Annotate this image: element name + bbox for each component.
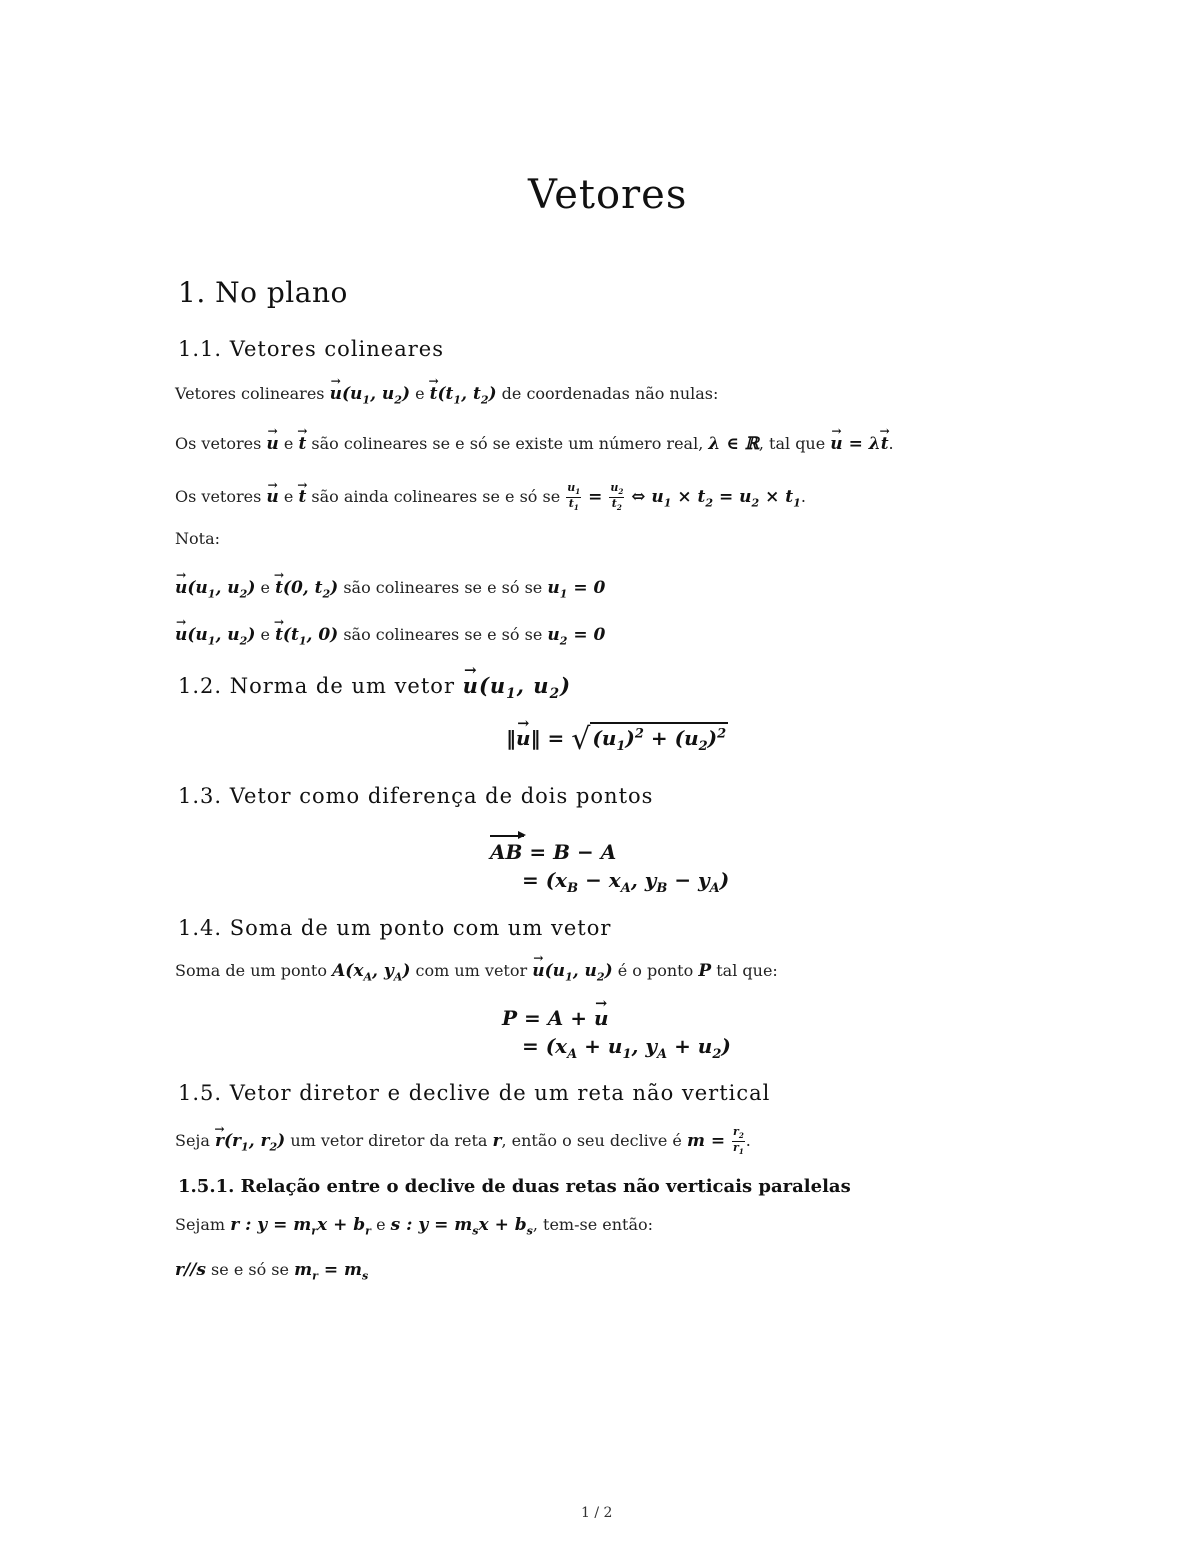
subsection-heading-vetor-diretor: 1.5. Vetor diretor e declive de um reta não vertical xyxy=(178,1081,771,1105)
note-line-2: → $u(u_1$, $u_2$) $e \to t(t_1$, 0) são colineares se e só se $u_2 = 0$ xyxy=(175,625,605,647)
subsection-heading-diferenca-pontos: 1.3. Vetor como diferença de dois pontos xyxy=(178,784,654,808)
section-heading-no-plano: 1. No plano xyxy=(178,276,348,309)
note-label: Nota: xyxy=(175,529,220,548)
paragraph-retas: Sejam r : $y = m_rx + b_r$ e s : $y = m_sx + b_s$, tem-se então: xyxy=(175,1215,654,1238)
paragraph-colinear-lambda: Os vetores → u e → t são colineares se e só se existe um número real, λ ∈ ℝ, tal que → u = λ→ t. xyxy=(175,434,894,454)
subsection-heading-vetores-colineares: 1.1. Vetores colineares xyxy=(178,337,444,361)
math-vector-t: → $t(t_1$, $t_2$) xyxy=(430,384,497,404)
note-line-1: → $u(u_1$, $u_2$) e → t(0, $t_2$) são colineares se e só se $u_1 = 0$ xyxy=(175,578,605,600)
math-u-eq-lambda-t: → u = λ→ t xyxy=(830,434,888,454)
formula-norm: ‖→ u‖ = √ $(u_1)^2 + (u_2)^2$ xyxy=(506,722,728,757)
math-lambda-real: λ ∈ ℝ xyxy=(708,434,759,454)
formula-p-line-1: P = A + → u xyxy=(502,1006,608,1030)
formula-p-line-2: = ($x_A + u_1$, $y_A + u_2$) xyxy=(522,1034,731,1062)
formula-ab-line-1: AB = B − A xyxy=(490,840,617,864)
page-number: 1 / 2 xyxy=(581,1505,613,1521)
math-ratio-condition: $\frac{u_1}{t_1}$ = $\frac{u_2}{t_2}$ ⇔ $u_1 \times t_2 = u_2 \times t_1$ xyxy=(567,481,801,513)
paragraph-colinear-ratio: Os vetores → u e → t são ainda colineares se e só se $\frac{u_1}{t_1}$ = $\frac{u_2}{t_2}$ ⇔ $u_1 \times t_2 = u_2 \times t_1$. xyxy=(175,482,806,513)
math-vector-u: → $u(u_1$, $u_2$) xyxy=(330,384,410,404)
document-title: Vetores xyxy=(528,172,688,218)
paragraph-colinear-definition: Vetores colineares → $u(u_1$, $u_2$) $e \to t(t_1$, $t_2$) de coordenadas não nulas: xyxy=(175,384,718,406)
subsection-heading-soma-ponto-vetor: 1.4. Soma de um ponto com um vetor xyxy=(178,916,612,940)
paragraph-soma: Soma de um ponto $A(x_A$, $y_A$) com um vetor → $u(u_1$, $u_2$) é o ponto P tal que: xyxy=(175,961,778,983)
subsubsection-heading-retas-paralelas: 1.5.1. Relação entre o declive de duas retas não verticais paralelas xyxy=(178,1176,851,1197)
subsection-heading-norma: 1.2. Norma de um vetor → $u(u_1$, $u_2$) xyxy=(178,673,571,702)
paragraph-declive: Seja → $r(r_1$, $r_2$) um vetor diretor da reta r, então o seu declive é m = $\frac{r_2}{r_1}$ . xyxy=(175,1126,751,1157)
paragraph-paralelas-condicao: r//s se e só se $m_r = m_s$ xyxy=(175,1260,369,1283)
formula-ab-line-2: = ($x_B - x_A$, $y_B - y_A$) xyxy=(522,868,730,896)
